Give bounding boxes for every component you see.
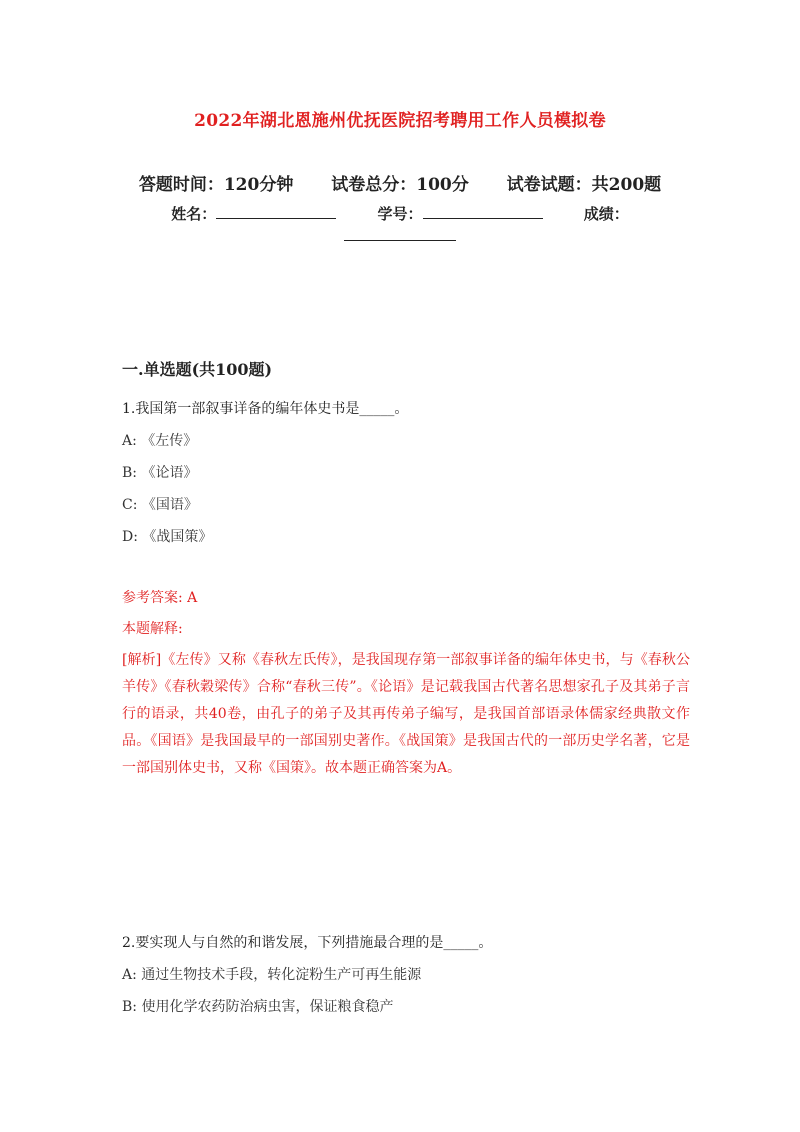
score-field xyxy=(584,205,629,223)
score-blank xyxy=(344,228,456,241)
score-label: 成绩： xyxy=(583,205,629,223)
exam-time: 答题时间：120分钟 xyxy=(138,175,294,195)
student-fields xyxy=(0,203,800,224)
section-title: 一.单选题(共100题) xyxy=(122,360,273,379)
id-blank xyxy=(423,204,543,219)
question-1-option-a: A: 《左传》 xyxy=(122,433,198,449)
name-field xyxy=(171,205,336,223)
score-blank-row xyxy=(0,226,800,245)
exam-total-score: 试卷总分：100分 xyxy=(331,175,469,195)
question-1-explain-label: 本题解释: xyxy=(122,621,183,637)
name-blank xyxy=(216,204,336,219)
id-label: 学号： xyxy=(377,205,423,223)
question-1-option-b: B: 《论语》 xyxy=(122,465,198,481)
exam-question-count: 试卷试题：共200题 xyxy=(506,175,662,195)
name-label: 姓名： xyxy=(171,205,217,223)
question-2-option-a: A: 通过生物技术手段，转化淀粉生产可再生能源 xyxy=(122,967,422,983)
question-1-option-d: D: 《战国策》 xyxy=(122,529,213,545)
question-2-stem: 2.要实现人与自然的和谐发展，下列措施最合理的是_____。 xyxy=(122,935,493,951)
question-1-explanation: [解析]《左传》又称《春秋左氏传》，是我国现存第一部叙事详备的编年体史书，与《春秋公羊传》《春秋穀梁传》合称“春秋三传”。《论语》是记载我国古代著名思想家孔子及其弟子言行的语录，共40卷，由孔子的弟子及其再传弟子编写，是我国首部语录体儒家经典散文作品。《国语》是我国最早的一部国别史著作。《战国策》是我国古代的一部历史学名著，它是一部国别体史书，又称《国策》。故本题正确答案为A。 xyxy=(122,652,690,776)
id-field xyxy=(377,205,542,223)
exam-title: 2022年湖北恩施州优抚医院招考聘用工作人员模拟卷 xyxy=(194,111,606,131)
question-2-option-b: B: 使用化学农药防治病虫害，保证粮食稳产 xyxy=(122,999,394,1015)
question-1-stem: 1.我国第一部叙事详备的编年体史书是_____。 xyxy=(122,401,409,417)
question-1-option-c: C: 《国语》 xyxy=(122,497,198,513)
question-1-answer: 参考答案: A xyxy=(122,590,198,606)
exam-meta xyxy=(0,170,800,195)
